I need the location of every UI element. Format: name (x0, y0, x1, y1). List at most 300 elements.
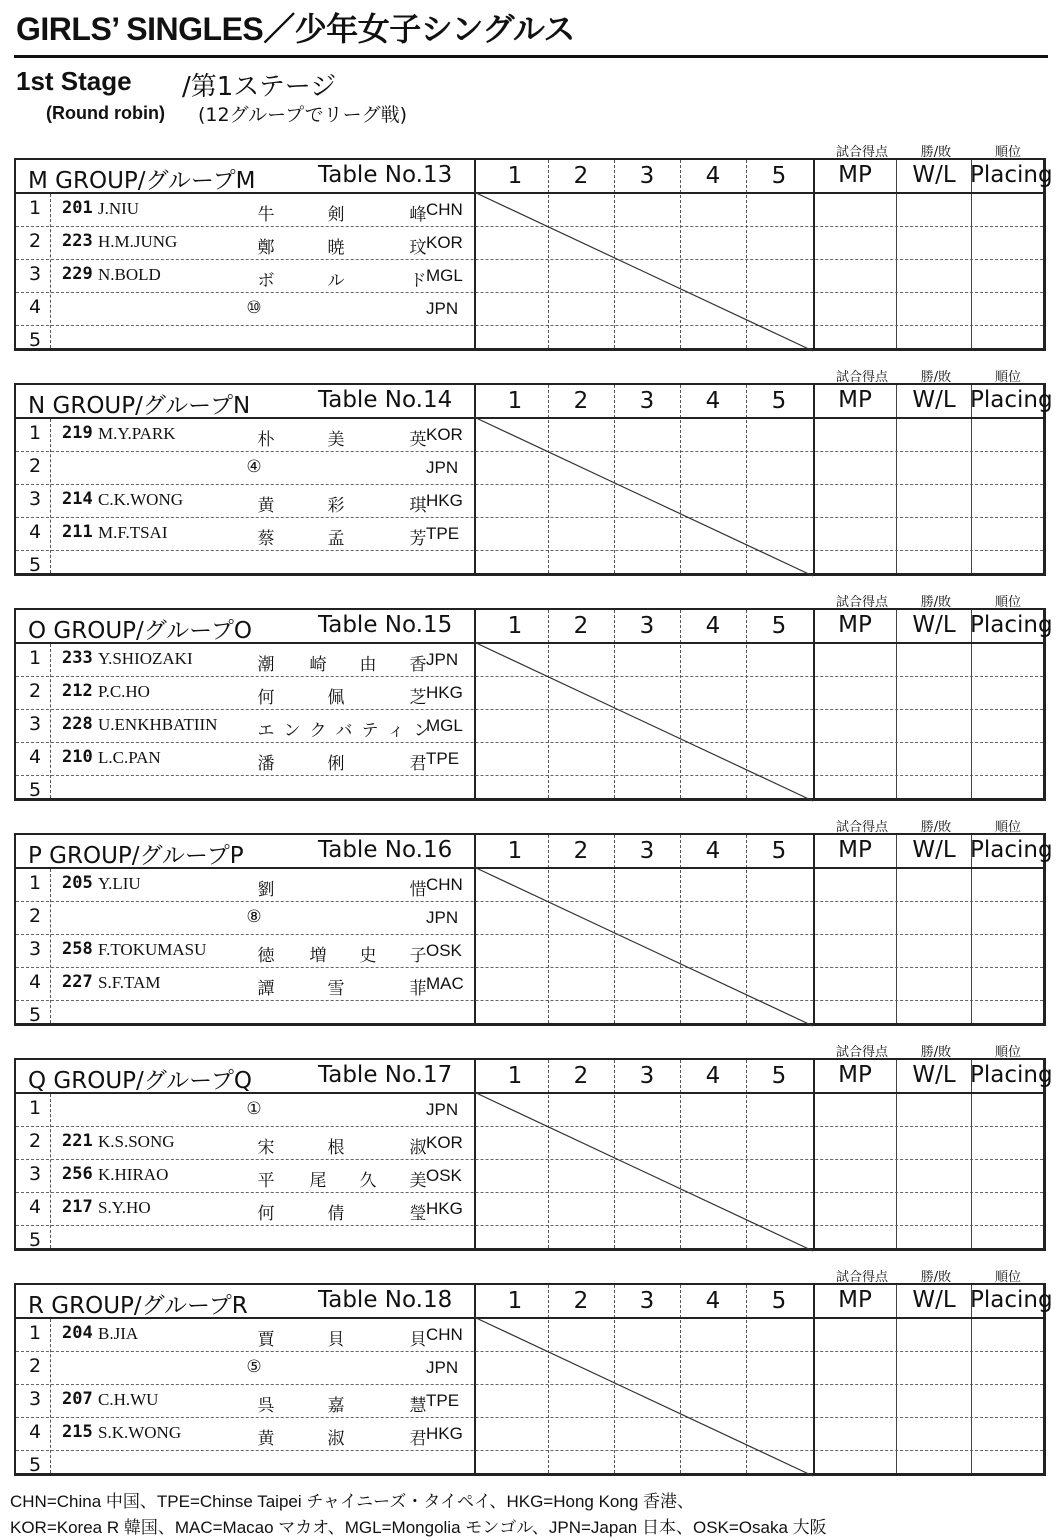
result-column-labels (14, 1041, 1048, 1060)
group-block (14, 366, 1053, 591)
player-number: 210 (62, 747, 93, 767)
opponent-number: 3 (639, 1288, 655, 1314)
group-header (16, 1060, 1053, 1094)
player-row (16, 485, 476, 517)
mp-label-ja: 試合得点 (835, 145, 888, 160)
player-name: K.S.SONG (98, 1132, 175, 1151)
row-index: 2 (28, 455, 42, 477)
player-name-ja-char: 劉 (257, 880, 275, 900)
player-row (16, 869, 476, 901)
diagonal-line (474, 1317, 813, 1476)
player-row (16, 1127, 476, 1159)
player-row (16, 1160, 476, 1192)
player-name-ja-char: 惜 (409, 880, 427, 900)
player-row (16, 1319, 476, 1351)
player-name-ja-char: 瑩 (409, 1204, 427, 1224)
group-header (16, 385, 1053, 419)
result-column-labels (14, 591, 1048, 610)
player-name: M.F.TSAI (98, 523, 168, 542)
player-name-ja-char: 潮 (257, 655, 275, 675)
player-name: C.H.WU (98, 1390, 159, 1409)
opponent-number: 5 (771, 388, 787, 414)
player-name-ja-char: 峰 (409, 205, 427, 225)
row-index: 5 (28, 329, 42, 351)
opponent-number: 5 (771, 1288, 787, 1314)
player-name: L.C.PAN (98, 748, 161, 767)
row-index: 2 (28, 230, 42, 252)
group-block (14, 591, 1053, 816)
player-number: 221 (62, 1131, 93, 1151)
player-name-ja-char: 英 (409, 430, 427, 450)
player-name-ja-char: 鄭 (257, 238, 275, 258)
opponent-number: 4 (705, 838, 721, 864)
mp-label-ja: 試合得点 (835, 1270, 888, 1285)
player-name-ja-char: 君 (409, 1429, 427, 1449)
row-index: 4 (28, 521, 42, 543)
player-name-ja-char: 暁 (327, 238, 345, 258)
opponent-number: 3 (639, 613, 655, 639)
opponent-number: 2 (573, 838, 589, 864)
group-name: P GROUP/グループP (28, 843, 244, 869)
placing-header: Placing (970, 1287, 1053, 1313)
country-code: CHN (426, 1325, 463, 1344)
country-code: JPN (426, 650, 459, 669)
country-code: JPN (426, 1100, 459, 1119)
country-code: HKG (426, 683, 463, 702)
row-index: 4 (28, 1196, 42, 1218)
player-name-ja-char: 呉 (257, 1396, 275, 1416)
seed-number: ⑤ (246, 1357, 262, 1377)
player-row (16, 677, 476, 709)
player-row (16, 551, 476, 583)
wl-header: W/L (912, 387, 956, 413)
player-number: 229 (62, 264, 93, 284)
group-name: Q GROUP/グループQ (28, 1068, 253, 1094)
opponent-number: 2 (573, 388, 589, 414)
country-code: MGL (426, 266, 463, 285)
player-name: B.JIA (98, 1324, 139, 1343)
player-name-ja-char: 淑 (409, 1138, 427, 1158)
table-number: Table No.18 (318, 1287, 453, 1313)
player-name: S.K.WONG (98, 1423, 182, 1442)
opponent-number: 5 (771, 163, 787, 189)
row-index: 4 (28, 296, 42, 318)
player-name-ja-char: 慧 (409, 1396, 427, 1416)
placing-label-ja: 順位 (994, 370, 1021, 385)
table-number: Table No.16 (318, 837, 453, 863)
row-index: 1 (28, 647, 42, 669)
self-match-diagonal (474, 1092, 814, 1252)
player-name-ja-char: 玟 (409, 238, 427, 258)
diagonal-line (474, 192, 813, 351)
row-index: 1 (28, 1322, 42, 1344)
opponent-number: 2 (573, 1288, 589, 1314)
opponent-number: 2 (573, 613, 589, 639)
country-code: TPE (426, 1391, 460, 1410)
result-column-labels (14, 141, 1048, 160)
row-index: 5 (28, 1229, 42, 1251)
country-code: CHN (426, 200, 463, 219)
player-number: 223 (62, 231, 93, 251)
player-row (16, 260, 476, 292)
player-name-ja-char: 黄 (257, 496, 275, 516)
group-table (14, 1058, 1053, 1251)
player-name-ja-char: 潘 (257, 754, 275, 774)
self-match-diagonal (474, 192, 814, 352)
result-column-labels (14, 366, 1048, 385)
country-code: OSK (426, 941, 462, 960)
player-name-ja-char: 譚 (257, 979, 275, 999)
player-name-ja-char: 宋 (257, 1138, 275, 1158)
row-index: 3 (28, 713, 42, 735)
player-name: J.NIU (98, 199, 140, 218)
player-name-ja-char: 嘉 (327, 1396, 345, 1416)
opponent-number: 1 (507, 163, 523, 189)
stage-label: 1st Stage (16, 66, 132, 96)
player-row (16, 194, 476, 226)
row-index: 1 (28, 872, 42, 894)
country-code: MAC (426, 974, 464, 993)
placing-header: Placing (970, 1062, 1053, 1088)
player-name-ja-char: 由 (359, 655, 377, 675)
player-name-ja-char: ボ (257, 271, 275, 291)
country-code: TPE (426, 524, 460, 543)
row-index: 2 (28, 905, 42, 927)
opponent-number: 2 (573, 1063, 589, 1089)
wl-header: W/L (912, 162, 956, 188)
player-name: S.F.TAM (98, 973, 161, 992)
player-name-ja-char: 貝 (327, 1330, 345, 1350)
mp-header: MP (838, 387, 872, 413)
table-number: Table No.13 (318, 162, 453, 188)
row-index: 2 (28, 1355, 42, 1377)
result-column-labels (14, 816, 1048, 835)
self-match-diagonal (474, 417, 814, 577)
player-row (16, 419, 476, 451)
country-code: KOR (426, 233, 463, 252)
row-index: 5 (28, 554, 42, 576)
player-name-ja-char: 佩 (327, 688, 345, 708)
player-name-ja-char: 平 (257, 1171, 275, 1191)
row-index: 4 (28, 971, 42, 993)
player-name-ja-char: 子 (409, 946, 427, 966)
opponent-number: 5 (771, 613, 787, 639)
opponent-number: 2 (573, 163, 589, 189)
player-row (16, 1226, 476, 1258)
row-index: 3 (28, 263, 42, 285)
wl-label-ja: 勝/敗 (920, 595, 952, 610)
opponent-number: 3 (639, 838, 655, 864)
player-number: 212 (62, 681, 93, 701)
mp-header: MP (838, 162, 872, 188)
placing-label-ja: 順位 (994, 595, 1021, 610)
opponent-number: 1 (507, 1288, 523, 1314)
player-name-ja-char: ク (309, 721, 327, 741)
opponent-number: 5 (771, 838, 787, 864)
player-number: 228 (62, 714, 93, 734)
placing-label-ja: 順位 (994, 145, 1021, 160)
player-name-ja-char: 黄 (257, 1429, 275, 1449)
player-name-ja-char: 根 (327, 1138, 345, 1158)
group-block (14, 1266, 1053, 1491)
wl-label-ja: 勝/敗 (920, 1045, 952, 1060)
player-number: 217 (62, 1197, 93, 1217)
mp-header: MP (838, 837, 872, 863)
opponent-number: 4 (705, 1063, 721, 1089)
table-number: Table No.17 (318, 1062, 453, 1088)
group-table (14, 833, 1053, 1026)
group-header (16, 835, 1053, 869)
mp-label-ja: 試合得点 (835, 820, 888, 835)
group-block (14, 141, 1053, 366)
player-name-ja-char: ン (283, 721, 301, 741)
player-name-ja-char: テ (361, 721, 379, 741)
group-header (16, 1285, 1053, 1319)
wl-label-ja: 勝/敗 (920, 370, 952, 385)
wl-header: W/L (912, 1287, 956, 1313)
player-number: 201 (62, 198, 93, 218)
player-name: Y.LIU (98, 874, 141, 893)
player-row (16, 1352, 476, 1384)
player-name-ja-char: 何 (257, 1204, 275, 1224)
player-name-ja-char: バ (335, 721, 353, 741)
mp-label-ja: 試合得点 (835, 1045, 888, 1060)
placing-label-ja: 順位 (994, 1270, 1021, 1285)
country-code: MGL (426, 716, 463, 735)
footer-line-1: CHN=China 中国、TPE=Chinse Taipei チャイニーズ・タイペイ、HKG=Hong Kong 香港、 (10, 1492, 695, 1511)
player-name-ja-char: 君 (409, 754, 427, 774)
player-name-ja-char: ル (327, 271, 345, 291)
player-row (16, 1001, 476, 1033)
stage-sub-label: (Round robin) (46, 103, 165, 123)
player-name-ja-char: 美 (409, 1171, 427, 1191)
diagonal-line (474, 417, 813, 576)
mp-header: MP (838, 1287, 872, 1313)
player-name: Y.SHIOZAKI (98, 649, 193, 668)
placing-header: Placing (970, 612, 1053, 638)
opponent-number: 4 (705, 613, 721, 639)
player-name-ja-char: ィ (387, 721, 405, 741)
player-name-ja-char: ン (413, 721, 431, 741)
player-row (16, 1418, 476, 1450)
group-header (16, 160, 1053, 194)
placing-label-ja: 順位 (994, 820, 1021, 835)
player-name-ja-char: 雪 (327, 979, 345, 999)
placing-header: Placing (970, 162, 1053, 188)
player-number: 256 (62, 1164, 93, 1184)
group-table (14, 1283, 1053, 1476)
row-index: 3 (28, 938, 42, 960)
country-code: KOR (426, 1133, 463, 1152)
player-row (16, 1193, 476, 1225)
group-name: O GROUP/グループO (28, 618, 253, 644)
country-code: HKG (426, 491, 463, 510)
player-row (16, 518, 476, 550)
player-name-ja-char: 美 (327, 430, 345, 450)
seed-number: ⑩ (246, 298, 262, 318)
player-name-ja-char: 朴 (257, 430, 275, 450)
opponent-number: 4 (705, 388, 721, 414)
placing-label-ja: 順位 (994, 1045, 1021, 1060)
group-name: R GROUP/グループR (28, 1293, 248, 1319)
row-index: 5 (28, 779, 42, 801)
group-header (16, 610, 1053, 644)
self-match-diagonal (474, 642, 814, 802)
player-name: C.K.WONG (98, 490, 183, 509)
country-code: CHN (426, 875, 463, 894)
player-row (16, 776, 476, 808)
seed-number: ① (246, 1099, 262, 1119)
opponent-number: 5 (771, 1063, 787, 1089)
placing-header: Placing (970, 837, 1053, 863)
country-code: JPN (426, 908, 459, 927)
seed-number: ⑧ (246, 907, 262, 927)
player-name: S.Y.HO (98, 1198, 151, 1217)
player-name-ja-char: 芝 (409, 688, 427, 708)
opponent-number: 4 (705, 1288, 721, 1314)
player-name: M.Y.PARK (98, 424, 176, 443)
player-row (16, 1385, 476, 1417)
player-name-ja-char: 彩 (327, 496, 345, 516)
player-row (16, 452, 476, 484)
player-name-ja-char: 俐 (327, 754, 345, 774)
row-index: 1 (28, 422, 42, 444)
row-index: 4 (28, 746, 42, 768)
player-number: 204 (62, 1323, 93, 1343)
player-name: F.TOKUMASU (98, 940, 207, 959)
wl-label-ja: 勝/敗 (920, 820, 952, 835)
group-table (14, 608, 1053, 801)
player-row (16, 710, 476, 742)
footer-line-2: KOR=Korea R 韓国、MAC=Macao マカオ、MGL=Mongolia モンゴル、JPN=Japan 日本、OSK=Osaka 大阪 (10, 1518, 827, 1537)
player-name: K.HIRAO (98, 1165, 169, 1184)
country-code: JPN (426, 458, 459, 477)
opponent-number: 1 (507, 1063, 523, 1089)
player-name-ja-char: 何 (257, 688, 275, 708)
player-number: 211 (62, 522, 93, 542)
row-index: 3 (28, 1388, 42, 1410)
country-code: HKG (426, 1199, 463, 1218)
stage-label-ja: /第1ステージ (182, 72, 337, 102)
player-row (16, 902, 476, 934)
player-number: 215 (62, 1422, 93, 1442)
player-row (16, 935, 476, 967)
opponent-number: 3 (639, 1063, 655, 1089)
player-row (16, 326, 476, 358)
wl-header: W/L (912, 612, 956, 638)
player-name-ja-char: 菲 (409, 979, 427, 999)
player-number: 227 (62, 972, 93, 992)
player-name: H.M.JUNG (98, 232, 178, 251)
player-name: P.C.HO (98, 682, 150, 701)
row-index: 5 (28, 1454, 42, 1476)
wl-label-ja: 勝/敗 (920, 145, 952, 160)
player-name-ja-char: 牛 (257, 205, 275, 225)
row-index: 1 (28, 197, 42, 219)
player-number: 233 (62, 648, 93, 668)
row-index: 5 (28, 1004, 42, 1026)
player-name-ja-char: 崎 (309, 655, 327, 675)
title-rule (14, 55, 1048, 58)
opponent-number: 3 (639, 163, 655, 189)
player-name-ja-char: 久 (359, 1171, 377, 1191)
player-number: 205 (62, 873, 93, 893)
stage-sub-label-ja: (12グループでリーグ戦) (198, 104, 408, 126)
country-code: OSK (426, 1166, 462, 1185)
seed-number: ④ (246, 457, 262, 477)
mp-label-ja: 試合得点 (835, 370, 888, 385)
player-number: 207 (62, 1389, 93, 1409)
table-number: Table No.15 (318, 612, 453, 638)
opponent-number: 1 (507, 613, 523, 639)
diagonal-line (474, 1092, 813, 1251)
mp-header: MP (838, 612, 872, 638)
wl-label-ja: 勝/敗 (920, 1270, 952, 1285)
player-name-ja-char: 香 (409, 655, 427, 675)
result-column-labels (14, 1266, 1048, 1285)
group-table (14, 383, 1053, 576)
player-row (16, 293, 476, 325)
player-row (16, 227, 476, 259)
group-block (14, 816, 1053, 1041)
opponent-number: 1 (507, 838, 523, 864)
player-row (16, 1451, 476, 1483)
player-number: 219 (62, 423, 93, 443)
page-title: GIRLS’ SINGLES／少年女子シングルス (16, 11, 575, 47)
row-index: 3 (28, 1163, 42, 1185)
group-table (14, 158, 1053, 351)
player-name-ja-char: エ (257, 721, 275, 741)
player-number: 258 (62, 939, 93, 959)
player-number: 214 (62, 489, 93, 509)
player-name-ja-char: 剣 (327, 205, 345, 225)
country-code: TPE (426, 749, 460, 768)
self-match-diagonal (474, 867, 814, 1027)
player-name-ja-char: ド (409, 271, 427, 291)
player-row (16, 644, 476, 676)
opponent-number: 3 (639, 388, 655, 414)
country-code: JPN (426, 299, 459, 318)
group-block (14, 1041, 1053, 1266)
player-name-ja-char: 孟 (327, 529, 345, 549)
player-row (16, 968, 476, 1000)
player-row (16, 1094, 476, 1126)
opponent-number: 4 (705, 163, 721, 189)
player-name-ja-char: 倩 (327, 1204, 345, 1224)
row-index: 4 (28, 1421, 42, 1443)
opponent-number: 1 (507, 388, 523, 414)
player-name-ja-char: 芳 (409, 529, 427, 549)
player-name-ja-char: 賈 (257, 1330, 275, 1350)
player-name-ja-char: 増 (309, 946, 327, 966)
group-name: M GROUP/グループM (28, 168, 256, 194)
row-index: 1 (28, 1097, 42, 1119)
group-name: N GROUP/グループN (28, 393, 251, 419)
row-index: 2 (28, 1130, 42, 1152)
player-name-ja-char: 史 (359, 946, 377, 966)
player-name: N.BOLD (98, 265, 161, 284)
player-name-ja-char: 尾 (309, 1171, 327, 1191)
wl-header: W/L (912, 1062, 956, 1088)
country-code: JPN (426, 1358, 459, 1377)
placing-header: Placing (970, 387, 1053, 413)
player-name-ja-char: 蔡 (257, 529, 275, 549)
mp-header: MP (838, 1062, 872, 1088)
table-number: Table No.14 (318, 387, 453, 413)
country-code: KOR (426, 425, 463, 444)
player-name-ja-char: 淑 (327, 1429, 345, 1449)
player-name: U.ENKHBATIIN (98, 715, 218, 734)
